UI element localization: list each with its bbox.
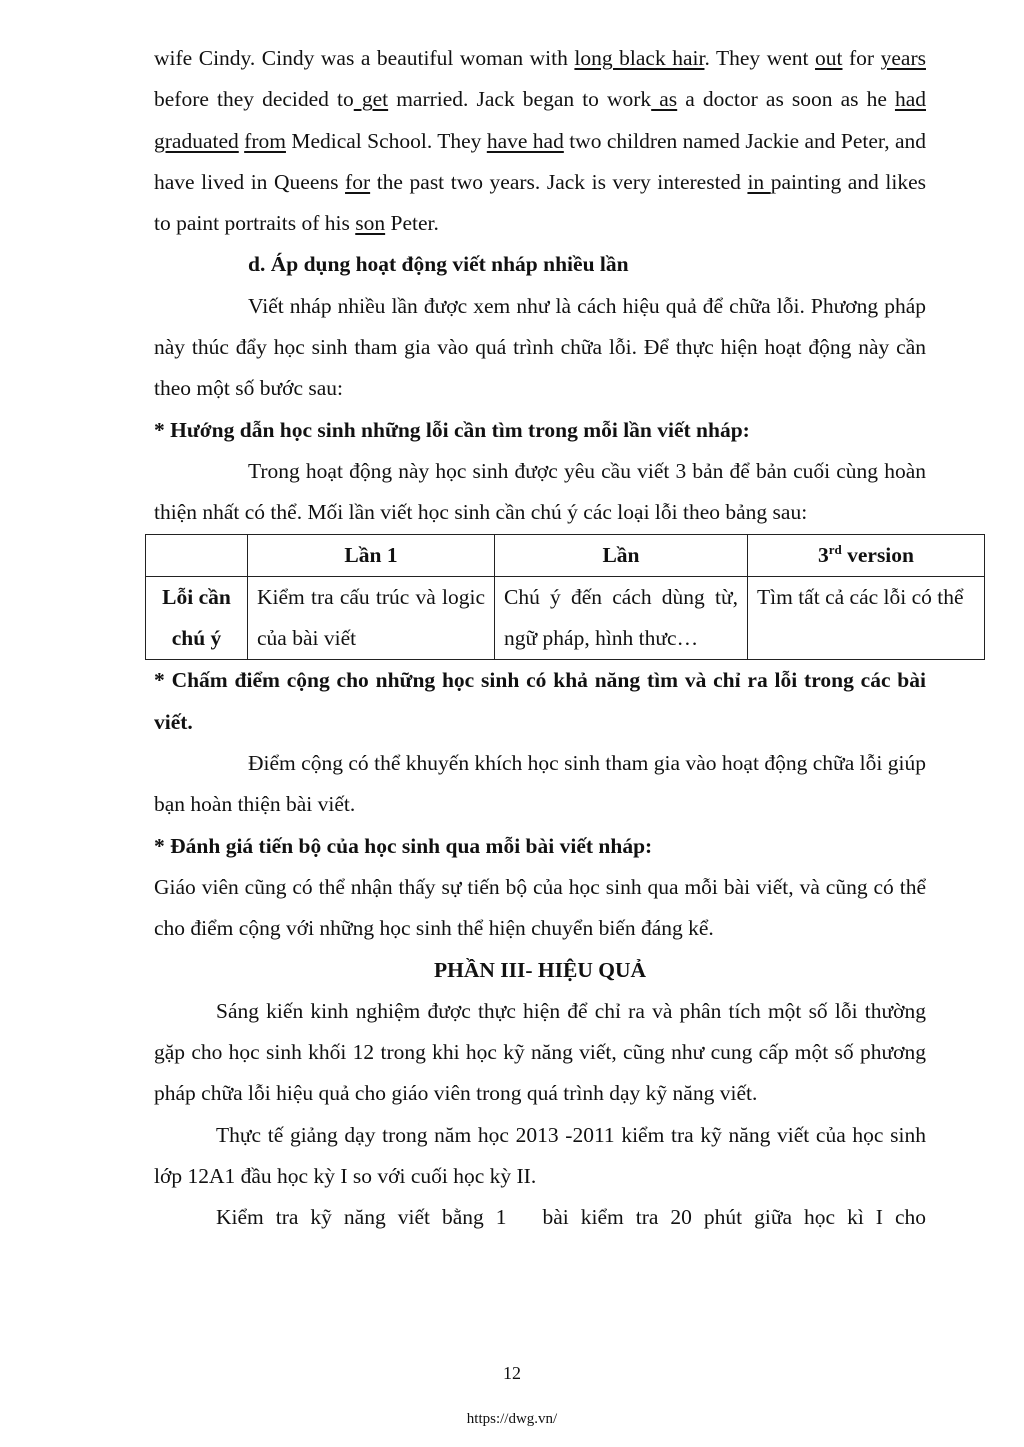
- paragraph-effect-2: Thực tế giảng dạy trong năm học 2013 -2011 kiểm tra kỹ năng viết của học sinh lớp 12A1 đầu học kỳ I so với cuối học kỳ II.: [154, 1122, 926, 1189]
- text-run: painting and likes to paint portraits of his: [154, 169, 926, 236]
- text-run: the past two years. Jack is very interested: [370, 169, 748, 194]
- heading-guide: * Hướng dẫn học sinh những lỗi cần tìm trong mỗi lần viết nháp:: [154, 417, 750, 442]
- paragraph-guide: Trong hoạt động này học sinh được yêu cầu viết 3 bản để bản cuối cùng hoàn thiện nhất có thể. Mối lần viết học sinh cần chú ý các loại lỗi theo bảng sau:: [154, 458, 926, 525]
- underlined-phrase: as: [651, 87, 678, 112]
- table-cell: Kiểm tra cấu trúc và logic của bài viết: [248, 576, 495, 660]
- table-header-draft-1: Lần 1: [248, 534, 495, 576]
- underlined-phrase: in: [747, 169, 771, 194]
- footer-url: https://dwg.vn/: [466, 1411, 558, 1427]
- section-title: PHẦN III- HIỆU QUẢ: [433, 957, 647, 982]
- table-cell: Tìm tất cả các lỗi có thể: [748, 576, 985, 660]
- paragraph-drafting: Viết nháp nhiều lần được xem như là cách hiệu quả để chữa lỗi. Phương pháp này thúc đẩy học sinh tham gia vào quá trình chữa lỗi. Để thực hiện hoạt động này cần theo một số bước sau:: [154, 293, 926, 401]
- table-row: [146, 576, 985, 660]
- paragraph-assess: Giáo viên cũng có thể nhận thấy sự tiến bộ của học sinh qua mỗi bài viết, và cũng có thể cho điểm cộng với những học sinh thể hiện chuyển biến đáng kể.: [154, 874, 926, 941]
- heading-drafting: d. Áp dụng hoạt động viết nháp nhiều lần: [248, 252, 629, 277]
- underlined-phrase: long black hair: [574, 46, 705, 70]
- underlined-phrase: son: [355, 211, 386, 236]
- text-run: . They went: [704, 46, 816, 70]
- table-cell: Chú ý đến cách dùng từ, ngữ pháp, hình thưc…: [495, 576, 748, 660]
- text-run: a doctor as soon as he: [677, 87, 895, 112]
- text-run: two children named Jackie and Peter, and have lived in Queens: [154, 128, 926, 194]
- underlined-phrase: from: [244, 128, 286, 153]
- paragraph-effect-3: Kiểm tra kỹ năng viết bằng 1 bài kiểm tra 20 phút giữa học kì I cho: [216, 1205, 926, 1230]
- underlined-phrase: get: [353, 87, 389, 112]
- text-run: before they decided to: [154, 87, 354, 112]
- underlined-phrase: years: [880, 46, 926, 70]
- underlined-phrase: have had: [486, 128, 564, 153]
- page-number: 12: [503, 1363, 521, 1383]
- table-header-row: [146, 534, 985, 576]
- table-header-draft-3: [748, 534, 985, 576]
- table-header-empty: [146, 534, 248, 576]
- paragraph-bonus: Điểm cộng có thể khuyến khích học sinh tham gia vào hoạt động chữa lỗi giúp bạn hoàn thiện bài viết.: [154, 751, 926, 817]
- header-text: version: [841, 542, 914, 567]
- document-page: [154, 38, 964, 1239]
- table-header-draft-2: Lần: [495, 534, 748, 576]
- ordinal-suffix: rd: [828, 541, 842, 557]
- draft-mistakes-table: [145, 534, 985, 661]
- text-run: Peter.: [385, 211, 439, 236]
- underlined-phrase: out: [815, 46, 843, 70]
- text-run: married. Jack began to work: [388, 87, 652, 112]
- heading-bonus: * Chấm điểm cộng cho những học sinh có khả năng tìm và chỉ ra lỗi trong các bài viết.: [154, 668, 926, 734]
- text-run: wife Cindy. Cindy was a beautiful woman with: [154, 46, 575, 70]
- text-run: Medical School. They: [285, 128, 487, 153]
- text-run: for: [842, 46, 881, 70]
- paragraph-effect-1: Sáng kiến kinh nghiệm được thực hiện để chỉ ra và phân tích một số lỗi thường gặp cho học sinh khối 12 trong khi học kỹ năng viết, cũng như cung cấp một số phương pháp chữa lỗi hiệu quả cho giáo viên trong quá trình dạy kỹ năng viết.: [154, 998, 926, 1106]
- table-row-header: Lỗi cần chú ý: [146, 576, 248, 660]
- heading-assess: * Đánh giá tiến bộ của học sinh qua mỗi bài viết nháp:: [154, 833, 653, 858]
- story-paragraph: [154, 38, 926, 244]
- underlined-phrase: for: [345, 169, 371, 194]
- header-text: 3: [817, 542, 829, 567]
- underlined-phrase: had graduated: [154, 87, 926, 153]
